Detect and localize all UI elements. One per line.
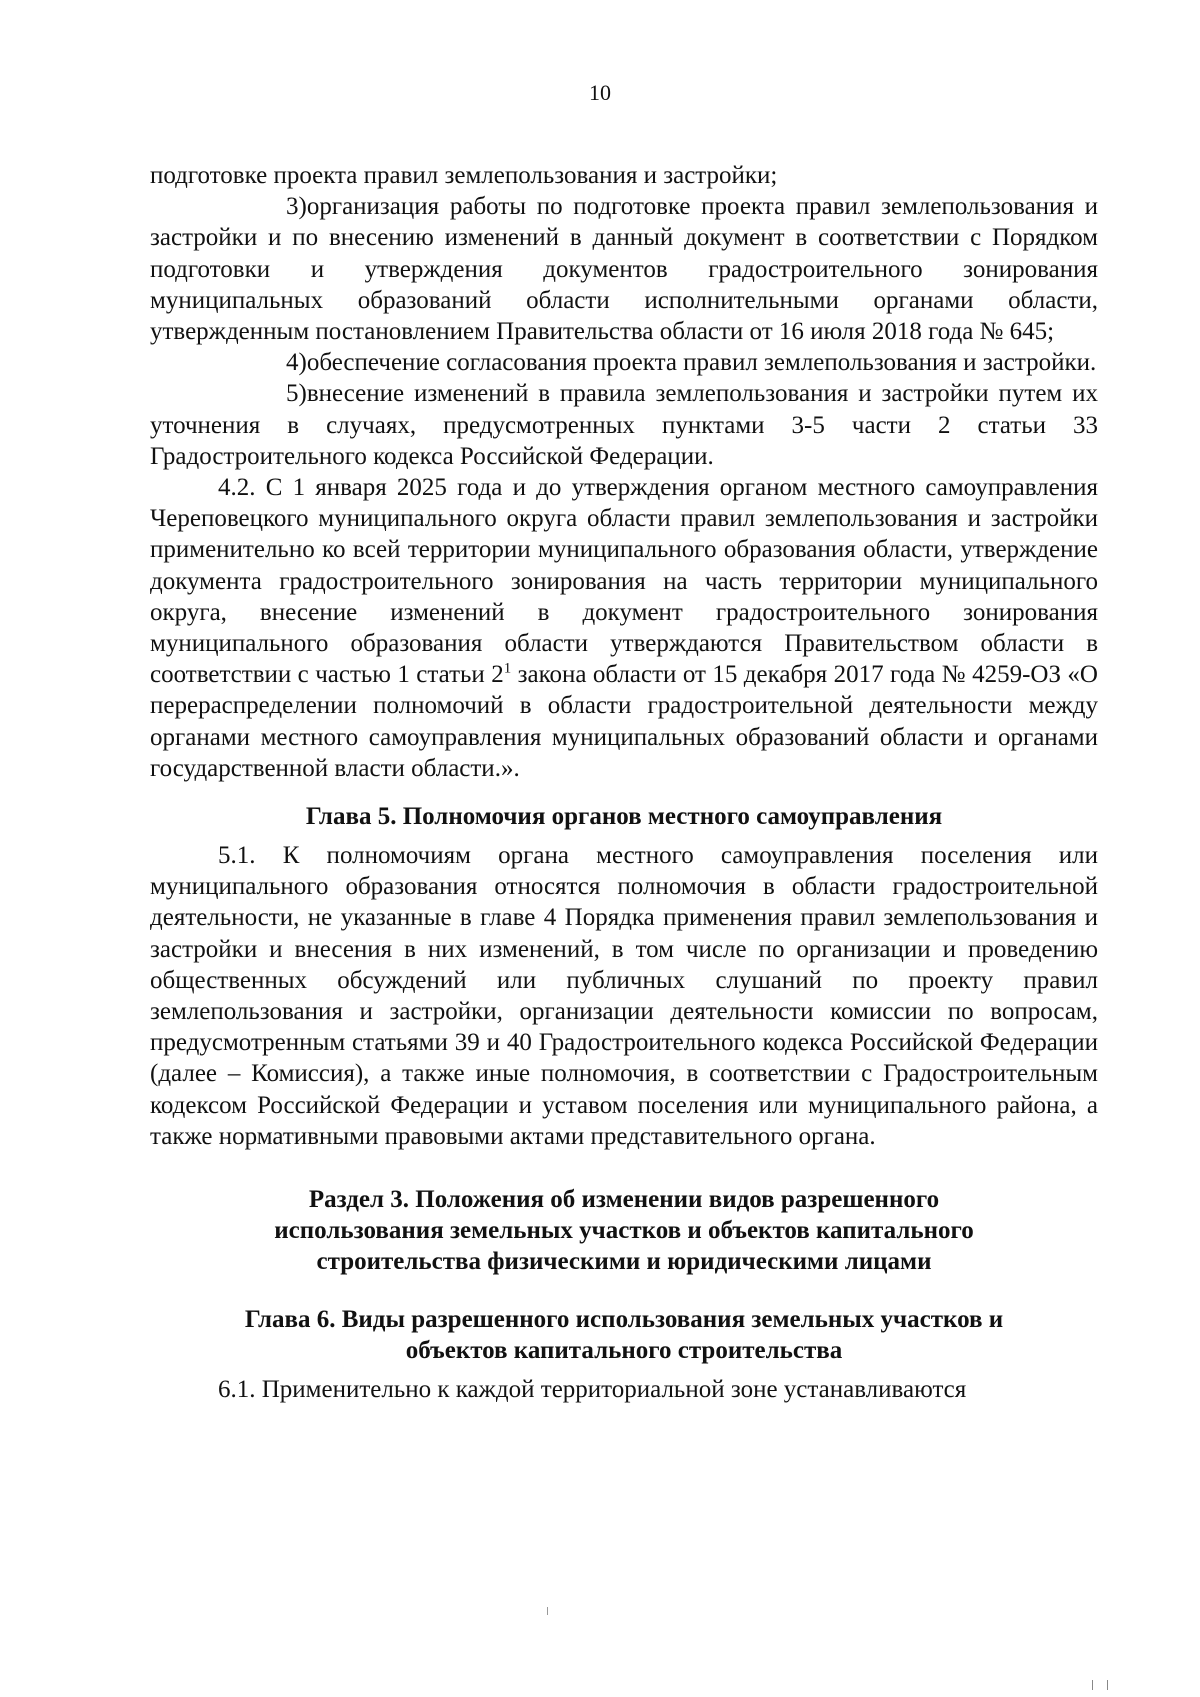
clause-4-2 (150, 472, 1098, 784)
superscript: 1 (503, 660, 512, 677)
section-3-heading-line: Раздел 3. Положения об изменении видов разрешенного (308, 1186, 940, 1214)
clause-text: 6.1. Применительно к каждой территориальной зоне устанавливаются (218, 1376, 967, 1404)
chapter-6-heading-line: объектов капитального строительства (405, 1337, 843, 1365)
document-body (150, 160, 1098, 1405)
list-item-3 (150, 191, 1098, 347)
chapter-6-heading (150, 1304, 1098, 1366)
clause-5-1 (150, 840, 1098, 1152)
clause-text-before: 4.2. С 1 января 2025 года и до утверждения органом местного самоуправления Череповецкого муниципального округа области правил землепользования и застройки применительно ко всей территории муниципального образования области, утверждение документа градостроительного зонирования на часть территории муниципального округа, внесение изменений в документ градостроительного зонирования муниципального образования области утверждаются Правительством области в соответствии с частью 1 статьи 2 (150, 474, 1098, 689)
list-item-5 (150, 378, 1098, 472)
clause-text-after: закона области от 15 декабря 2017 года № 4259-ОЗ «О перераспределении полномочий в области градостроительной деятельности между органами местного самоуправления муниципальных образований области и органами государственной власти области.». (150, 661, 1098, 782)
list-item-text: организация работы по подготовке проекта правил землепользования и застройки и по внесению изменений в данный документ в соответствии с Порядком подготовки и утверждения документов градостроительного зонирования муниципальных образований области исполнительными органами области, утвержденным постановлением Правительства области от 16 июля 2018 года № 645; (150, 193, 1098, 346)
section-3-heading-line: строительства физическими и юридическими лицами (316, 1248, 932, 1276)
list-item-number: 4) (286, 349, 307, 377)
paragraph-continuation (150, 160, 1098, 191)
paragraph-text: подготовке проекта правил землепользования и застройки; (150, 162, 778, 189)
section-3-heading (150, 1184, 1098, 1277)
chapter-5-heading: Глава 5. Полномочия органов местного самоуправления (305, 803, 943, 831)
list-item-number: 3) (286, 193, 307, 221)
clause-6-1 (150, 1374, 1098, 1405)
list-item-text: обеспечение согласования проекта правил землепользования и застройки. (306, 349, 1097, 377)
list-item-text: внесение изменений в правила землепользования и застройки путем их уточнения в случаях, предусмотренных пунктами 3-5 части 2 статьи 33 Градостроительного кодекса Российской Федерации. (150, 380, 1098, 470)
chapter-6-heading-line: Глава 6. Виды разрешенного использования земельных участков и (244, 1306, 1004, 1334)
list-item-number: 5) (286, 380, 307, 408)
page-number: 10 (589, 80, 611, 105)
list-item-4 (150, 347, 1098, 378)
clause-text: 5.1. К полномочиям органа местного самоуправления поселения или муниципального образования относятся полномочия в области градостроительной деятельности, не указанные в главе 4 Порядка применения правил землепользования и застройки и внесения в них изменений, в том числе по организации и проведению общественных обсуждений или публичных слушаний по проекту правил землепользования и застройки, организации деятельности комиссии по вопросам, предусмотренным статьями 39 и 40 Градостроительного кодекса Российской Федерации (далее – Комиссия), а также иные полномочия, в соответствии с Градостроительным кодексом Российской Федерации и уставом поселения или муниципального района, а также нормативными правовыми актами представительного органа. (150, 842, 1098, 1150)
scan-artifact (547, 1607, 548, 1615)
section-3-heading-line: использования земельных участков и объектов капитального (274, 1217, 974, 1245)
scan-artifact (1092, 1680, 1108, 1690)
